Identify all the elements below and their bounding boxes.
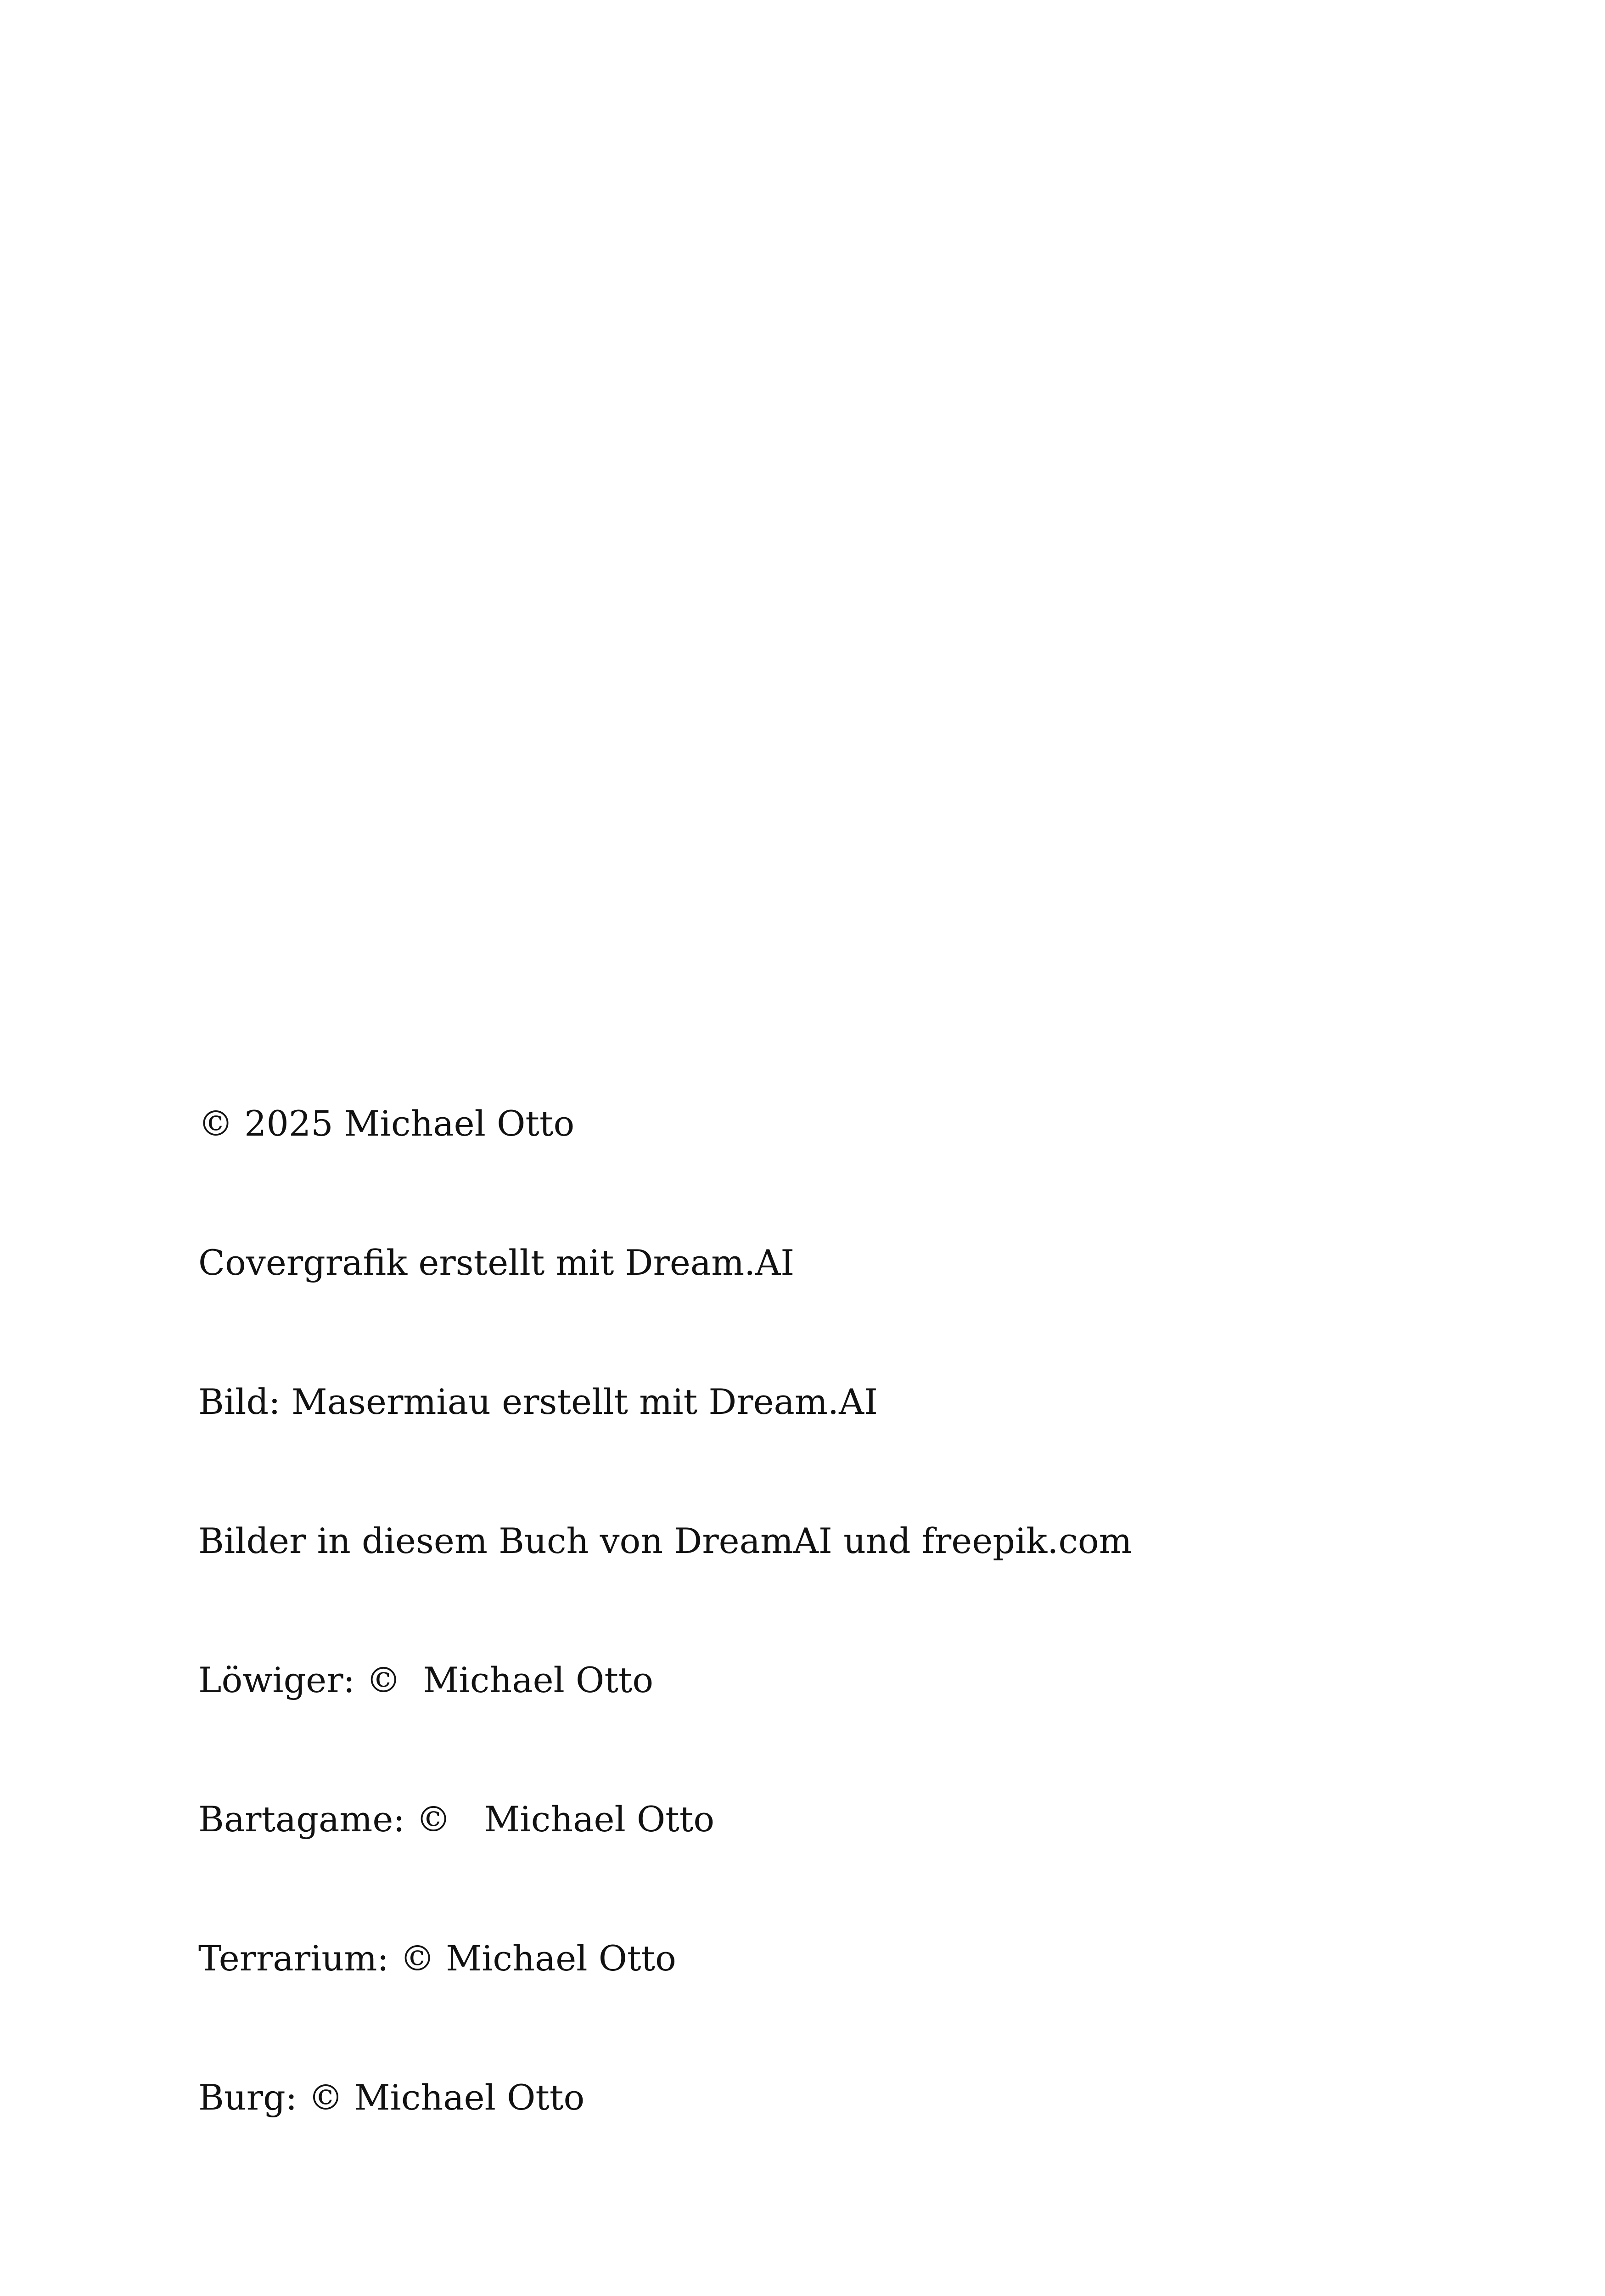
copyright-line: © 2025 Michael Otto [198,1103,575,1144]
bartagame-credit-line: Bartagame: © Michael Otto [198,1799,715,1840]
burg-credit-line: Burg: © Michael Otto [198,2077,585,2118]
loewiger-credit-line: Löwiger: © Michael Otto [198,1660,654,1700]
cover-credit-line: Covergrafik erstellt mit Dream.AI [198,1242,795,1283]
book-images-credit-line: Bilder in diesem Buch von DreamAI und freepik.com [198,1520,1132,1561]
image-credit-line: Bild: Masermiau erstellt mit Dream.AI [198,1381,878,1422]
terrarium-credit-line: Terrarium: © Michael Otto [198,1938,676,1979]
credits-section [198,1007,1530,2213]
imprint-block [198,915,1530,2296]
